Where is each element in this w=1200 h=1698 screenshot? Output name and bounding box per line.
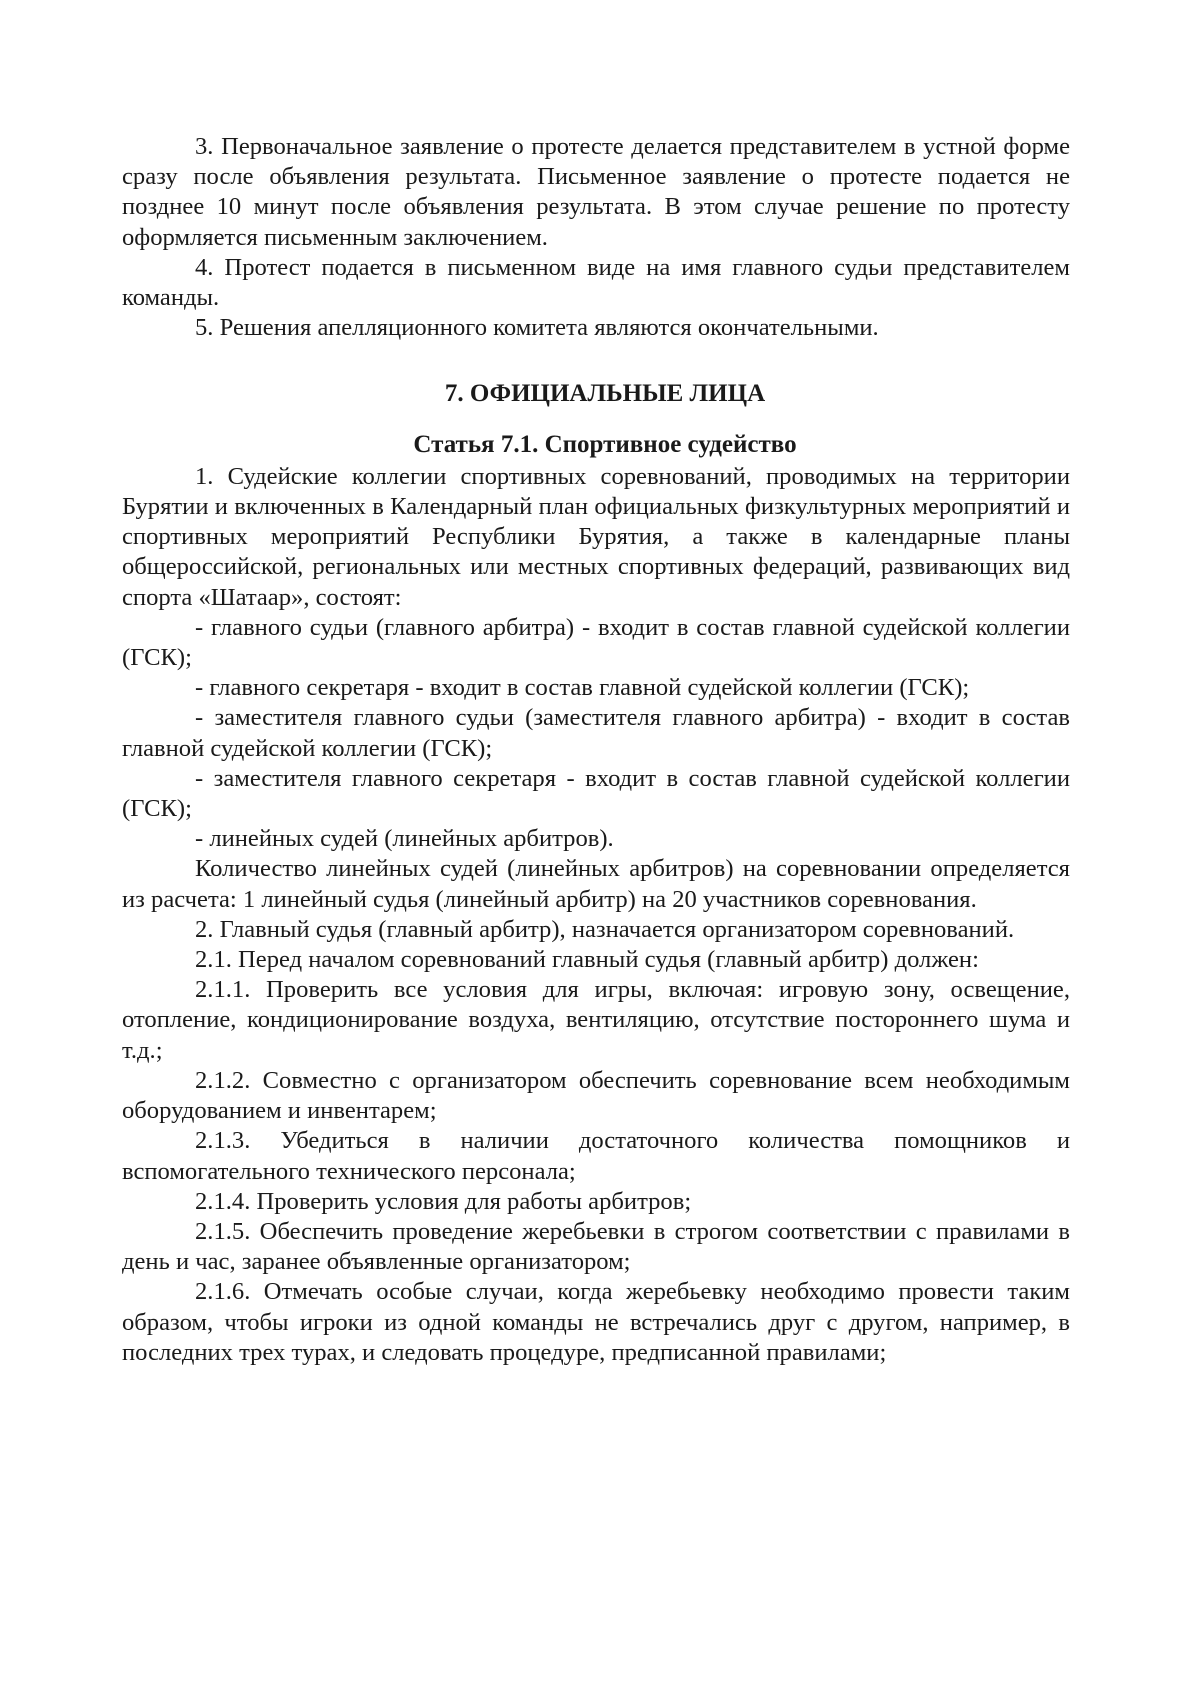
paragraph-protest-3: 3. Первоначальное заявление о протесте делается представителем в устной форме сразу после объявления результата. Письменное заявление о протесте подается не позднее 10 минут после объявления результата. В этом случае решение по протесту оформляется письменным заключением.	[122, 133, 1070, 251]
paragraph-judging-2-1-6: 2.1.6. Отмечать особые случаи, когда жеребьевку необходимо провести таким образом, чтобы игроки из одной команды не встречались друг с другом, например, в последних трех турах, и следовать процедуре, предписанной правилами;	[122, 1278, 1070, 1366]
paragraph-judging-1: 1. Судейские коллегии спортивных соревнований, проводимых на территории Бурятии и включенных в Календарный план официальных физкультурных мероприятий и спортивных мероприятий Республики Бурятия, а также в календарные планы общероссийской, региональных или местных спортивных федераций, развивающих вид спорта «Шатаар», состоят:	[122, 462, 1070, 611]
paragraph-line-judges-count: Количество линейных судей (линейных арбитров) на соревновании определяется из расчета: 1 линейный судья (линейный арбитр) на 20 участников соревнования.	[122, 855, 1070, 913]
paragraph-judging-2-1-4: 2.1.4. Проверить условия для работы арбитров;	[195, 1187, 692, 1215]
paragraph-judging-2-1: 2.1. Перед началом соревнований главный судья (главный арбитр) должен:	[195, 946, 979, 974]
list-item-line-judges: - линейных судей (линейных арбитров).	[195, 825, 614, 853]
paragraph-protest-5: 5. Решения апелляционного комитета являются окончательными.	[195, 314, 879, 342]
paragraph-judging-2-1-1: 2.1.1. Проверить все условия для игры, включая: игровую зону, освещение, отопление, кондиционирование воздуха, вентиляцию, отсутствие постороннего шума и т.д.;	[122, 976, 1070, 1064]
paragraph-judging-2-1-5: 2.1.5. Обеспечить проведение жеребьевки в строгом соответствии с правилами в день и час, заранее объявленные организатором;	[122, 1217, 1070, 1276]
list-item-chief-secretary: - главного секретаря - входит в состав главной судейской коллегии (ГСК);	[195, 674, 970, 702]
list-item-deputy-chief-judge: - заместителя главного судьи (заместителя главного арбитра) - входит в состав главной судейской коллегии (ГСК);	[122, 704, 1070, 762]
paragraph-judging-2-1-2: 2.1.2. Совместно с организатором обеспечить соревнование всем необходимым оборудованием и инвентарем;	[122, 1066, 1070, 1125]
paragraph-judging-2-1-3: 2.1.3. Убедиться в наличии достаточного количества помощников и вспомогательного технического персонала;	[122, 1127, 1070, 1185]
section-heading: 7. ОФИЦИАЛЬНЫЕ ЛИЦА	[444, 380, 766, 408]
list-item-chief-judge: - главного судьи (главного арбитра) - входит в состав главной судейской коллегии (ГСК);	[122, 613, 1070, 672]
paragraph-judging-2: 2. Главный судья (главный арбитр), назначается организатором соревнований.	[195, 915, 1015, 943]
paragraph-protest-4: 4. Протест подается в письменном виде на имя главного судьи представителем команды.	[122, 253, 1070, 312]
article-heading: Статья 7.1. Спортивное судейство	[413, 430, 797, 458]
document-page	[122, 132, 1070, 1368]
list-item-deputy-chief-secretary: - заместителя главного секретаря - входит в состав главной судейской коллегии (ГСК);	[122, 764, 1070, 823]
